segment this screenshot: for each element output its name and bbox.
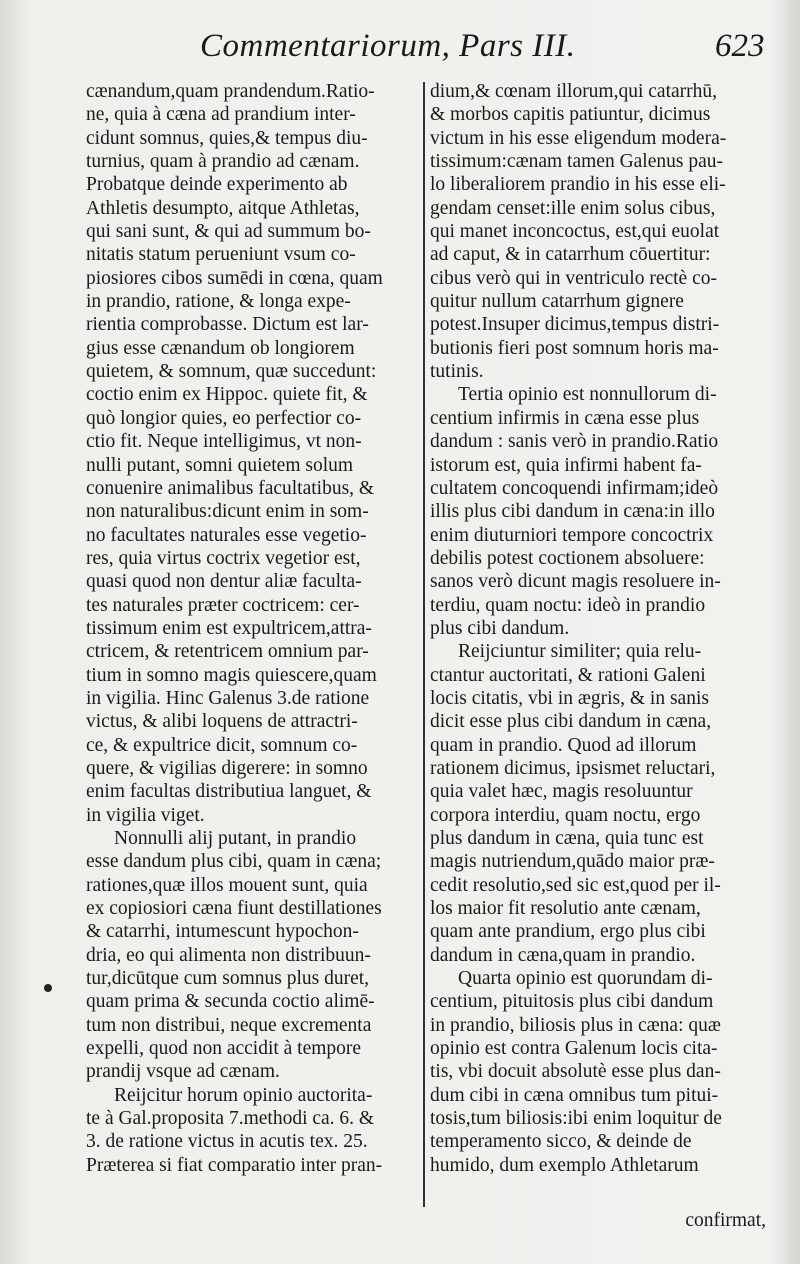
text-line: magis nutriendum,quādo maior præ- (430, 851, 715, 873)
text-line: in prandio, biliosis plus in cæna: quæ (430, 1014, 721, 1036)
text-line: corpora interdiu, quam noctu, ergo (430, 804, 701, 826)
text-line: ce, & expultrice dicit, somnum co- (86, 734, 358, 756)
text-line: locis citatis, vbi in ægris, & in sanis (430, 687, 709, 709)
text-line: plus dandum in cæna, quia tunc est (430, 828, 704, 849)
text-line: victum in his esse eligendum modera- (430, 127, 727, 149)
text-line: quitur nullum catarrhum gignere (430, 291, 684, 313)
text-line: te à Gal.proposita 7.methodi ca. 6. & (86, 1108, 375, 1130)
text-line: Athletis desumpto, aitque Athletas, (86, 197, 360, 219)
text-line: & morbos capitis patiuntur, dicimus (430, 104, 711, 126)
text-line: quia valet hæc, magis resoluuntur (430, 781, 693, 803)
text-line: quam ante prandium, ergo plus cibi (430, 921, 706, 943)
text-line: opinio est contra Galenum locis cita- (430, 1038, 718, 1060)
text-line: enim diuturniori tempore concoctrix (430, 524, 714, 546)
text-line: humido, dum exemplo Athletarum (430, 1154, 699, 1176)
text-line: gendam censet:ille enim solus cibus, (430, 197, 716, 219)
text-line: ex copiosiori cæna fiunt destillationes (86, 898, 382, 920)
text-line: rationes,quæ illos mouent sunt, quia (86, 874, 368, 896)
text-line: rationem dicimus, ipsismet reluctari, (430, 757, 716, 779)
text-line: gius esse cænandum ob longiorem (86, 337, 355, 359)
text-line: tis, vbi docuit absolutè esse plus dan- (430, 1061, 721, 1083)
text-line: 3. de ratione victus in acutis tex. 25. (86, 1131, 368, 1153)
catchword: confirmat, (685, 1210, 766, 1231)
text-line: istorum est, quia infirmi habent fa- (430, 454, 702, 476)
text-line: dicit esse plus cibi dandum in cæna, (430, 711, 712, 733)
text-line: qui sani sunt, & qui ad summum bo- (86, 221, 371, 243)
text-line: centium, pituitosis plus cibi dandum (430, 991, 714, 1013)
text-line: quietem, & somnum, quæ succedunt: (86, 361, 377, 383)
text-line: & catarrhi, intumescunt hypochon- (86, 921, 359, 943)
text-line: nulli putant, somni quietem solum (86, 454, 354, 476)
text-line: conuenire animalibus facultatibus, & (86, 477, 375, 499)
column-divider (423, 82, 425, 1207)
text-line: butionis fieri post somnum horis ma- (430, 337, 719, 359)
text-line: tium in somno magis quiescere,quam (86, 664, 377, 686)
text-line: tur,dicūtque cum somnus plus duret, (86, 968, 370, 990)
text-line: quam prima & secunda coctio alimē- (86, 991, 375, 1013)
text-line: Quarta opinio est quorundam di- (458, 968, 713, 990)
text-line: tutinis. (430, 361, 484, 383)
page-header (0, 22, 800, 74)
text-line: qui manet inconcoctus, est,qui euolat (430, 221, 720, 243)
text-line: tum non distribui, neque excrementa (86, 1014, 372, 1036)
text-line: cænandum,quam prandendum.Ratio- (86, 81, 375, 102)
text-line: potest.Insuper dicimus,tempus distri- (430, 314, 720, 336)
text-line: cibus verò qui in ventriculo rectè co- (430, 267, 717, 289)
text-line: Probatque deinde experimento ab (86, 174, 348, 196)
text-line: ctantur auctoritati, & rationi Galeni (430, 664, 706, 686)
text-line: piosiores cibos sumēdi in cœna, quam (86, 267, 383, 289)
text-line: dandum in cæna,quam in prandio. (430, 944, 696, 966)
text-line: plus cibi dandum. (430, 617, 570, 639)
text-line: Nonnulli alij putant, in prandio (114, 828, 357, 849)
text-line: enim facultas distributiua languet, & (86, 781, 372, 803)
text-line: sanos verò dicunt magis resoluere in- (430, 571, 721, 593)
margin-ink-spot (44, 984, 52, 992)
text-line: ne, quia à cæna ad prandium inter- (86, 104, 356, 126)
text-line: Tertia opinio est nonnullorum di- (458, 384, 717, 406)
text-line: dria, eo qui alimenta non distribuun- (86, 944, 371, 966)
text-line: tissimum enim est expultricem,attra- (86, 617, 372, 639)
text-line: temperamento sicco, & deinde de (430, 1131, 692, 1153)
page-number: 623 (715, 28, 765, 64)
text-line: lo liberaliorem prandio in his esse eli- (430, 174, 726, 196)
text-line: ad caput, & in catarrhum cōuertitur: (430, 244, 711, 266)
text-line: quam in prandio. Quod ad illorum (430, 734, 697, 756)
text-line: illis plus cibi dandum in cæna:in illo (430, 501, 715, 523)
text-line: quere, & vigilias digerere: in somno (86, 757, 368, 779)
right-column (430, 80, 765, 1177)
text-line: ctio fit. Neque intelligimus, vt non- (86, 431, 362, 453)
text-line: prandij vsque ad cænam. (86, 1061, 280, 1083)
text-line: Præterea si fiat comparatio inter pran- (86, 1154, 383, 1176)
text-line: debilis potest coctionem absoluere: (430, 547, 705, 569)
text-line: cultatem concoquendi infirmam;ideò (430, 477, 719, 499)
text-line: esse dandum plus cibi, quam in cæna; (86, 851, 382, 873)
text-line: nitatis statum perueniunt vsum co- (86, 244, 356, 266)
text-line: tosis,tum biliosis:ibi enim loquitur de (430, 1108, 722, 1130)
text-line: expelli, quod non accidit à tempore (86, 1038, 362, 1060)
text-line: ctricem, & retentricem omnium par- (86, 641, 369, 663)
text-line: rientia comprobasse. Dictum est lar- (86, 314, 369, 336)
text-line: tes naturales præter coctricem: cer- (86, 594, 360, 616)
text-line: cidunt somnus, quies,& tempus diu- (86, 127, 368, 149)
text-line: dum cibi in cæna omnibus tum pitui- (430, 1084, 719, 1106)
text-line: non naturalibus:dicunt enim in som- (86, 501, 369, 523)
text-line: Reijcitur horum opinio auctorita- (114, 1084, 373, 1106)
text-line: terdiu, quam noctu: ideò in prandio (430, 594, 706, 616)
text-line: in vigilia. Hinc Galenus 3.de ratione (86, 687, 370, 709)
text-line: dium,& cœnam illorum,qui catarrhū, (430, 81, 718, 102)
text-line: turnius, quam à prandio ad cænam. (86, 151, 360, 173)
running-title: Commentariorum, Pars III. (200, 28, 576, 64)
text-line: centium infirmis in cæna esse plus (430, 407, 700, 429)
text-line: cedit resolutio,sed sic est,quod per il- (430, 874, 721, 896)
text-line: coctio enim ex Hippoc. quiete fit, & (86, 384, 368, 406)
text-line: in prandio, ratione, & longa expe- (86, 291, 351, 313)
text-line: los maior fit resolutio ante cænam, (430, 898, 701, 920)
text-line: no facultates naturales esse vegetio- (86, 524, 367, 546)
left-column (86, 80, 416, 1177)
text-line: res, quia virtus coctrix vegetior est, (86, 547, 361, 569)
text-line: Reijciuntur similiter; quia relu- (458, 641, 702, 663)
text-line: quò longior quies, eo perfectior co- (86, 407, 362, 429)
text-line: in vigilia viget. (86, 804, 205, 826)
text-line: dandum : sanis verò in prandio.Ratio (430, 431, 719, 453)
text-line: tissimum:cænam tamen Galenus pau- (430, 151, 723, 173)
text-line: quasi quod non dentur aliæ faculta- (86, 571, 362, 593)
text-line: victus, & alibi loquens de attractri- (86, 711, 358, 733)
